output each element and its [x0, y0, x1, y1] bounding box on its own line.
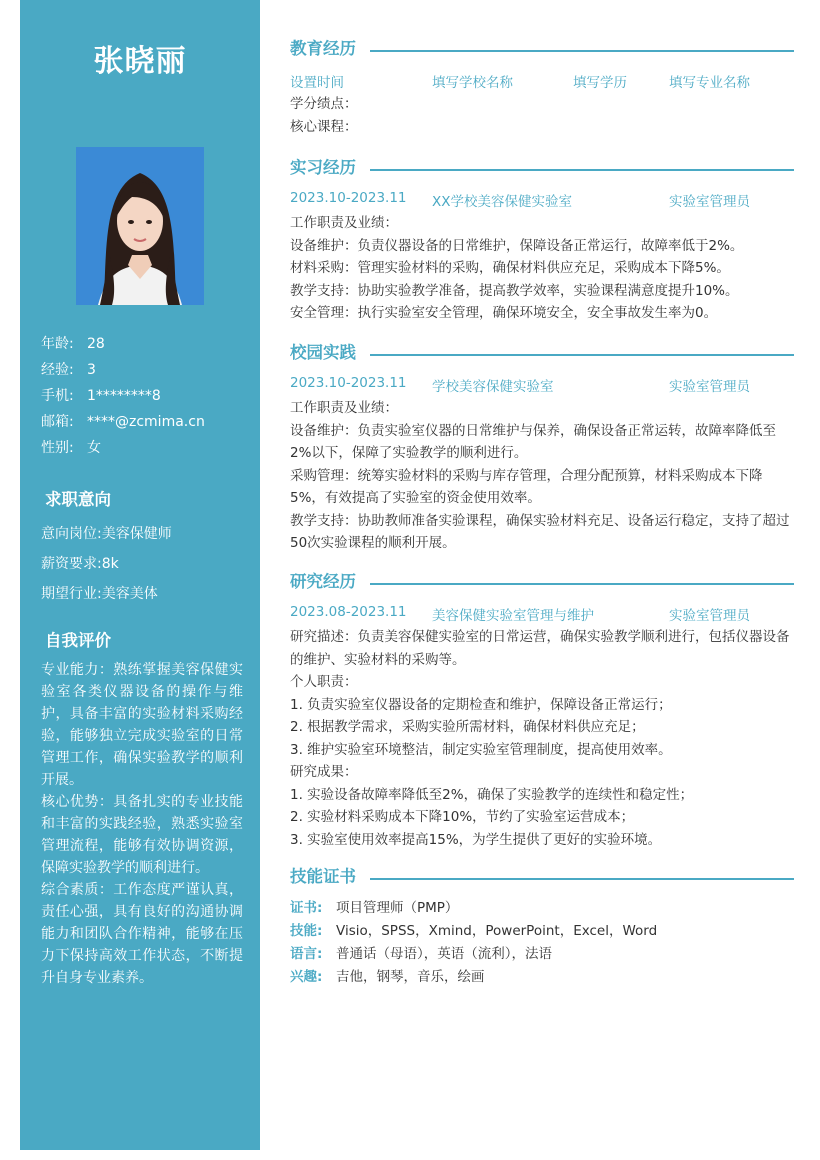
- section-title: 实习经历: [290, 156, 364, 180]
- info-value: 28: [87, 336, 105, 352]
- info-value: 1********8: [87, 388, 161, 404]
- edu-line: 学分绩点：: [290, 96, 358, 112]
- skill-label: 语言:: [290, 946, 323, 962]
- skill-row: [290, 966, 794, 989]
- campus-line: 教学支持：协助教师准备实验课程，确保实验材料充足、设备运行稳定，支持了超过50次实验课程的顺利开展。: [290, 512, 790, 551]
- info-label: 性别:: [41, 440, 74, 456]
- research-role: 实验室管理员: [669, 608, 750, 624]
- skills-list: [290, 897, 794, 989]
- research-line: 3. 维护实验室环境整洁，制定实验室管理制度，提高使用效率。: [290, 741, 672, 758]
- internship-header: [290, 190, 794, 210]
- skill-label: 证书:: [290, 900, 323, 916]
- candidate-name: 张晓丽: [93, 44, 187, 79]
- section-divider: [370, 878, 794, 880]
- self-eval-paragraph: 综合素质：工作态度严谨认真，责任心强，具有良好的沟通协调能力和团队合作精神，能够在压力下保持高效工作状态，不断提升自身专业素养。: [41, 882, 243, 986]
- edu-major: 填写专业名称: [669, 75, 750, 91]
- intern-line: 教学支持：协助实验教学准备，提高教学效率，实验课程满意度提升10%。: [290, 282, 739, 299]
- section-campus: [290, 341, 794, 365]
- section-divider: [370, 169, 794, 171]
- info-label: 年龄:: [41, 336, 74, 352]
- research-line: 1. 负责实验室仪器设备的定期检查和维护，保障设备正常运行；: [290, 696, 672, 713]
- section-research: [290, 570, 794, 594]
- research-line: 个人职责：: [290, 674, 358, 690]
- campus-header: [290, 375, 794, 395]
- edu-degree: 填写学历: [573, 75, 627, 91]
- edu-school: 填写学校名称: [432, 75, 513, 91]
- section-divider: [370, 354, 794, 356]
- intern-role: 实验室管理员: [669, 194, 750, 210]
- info-value: ****@zcmima.cn: [87, 414, 205, 430]
- research-org: 美容保健实验室管理与维护: [432, 608, 594, 624]
- skill-value: 项目管理师（PMP）: [336, 900, 459, 916]
- intent-title: 求职意向: [45, 490, 111, 509]
- intent-row: 期望行业:美容美体: [41, 586, 158, 602]
- section-title: 教育经历: [290, 37, 364, 61]
- profile-photo: [76, 147, 204, 305]
- edu-line: 核心课程：: [290, 118, 358, 135]
- campus-details: [290, 397, 794, 555]
- campus-line: 设备维护：负责实验室仪器的日常维护与保养，确保设备正常运转，故障率降低至2%以下，保障了实验教学的顺利进行。: [290, 422, 776, 461]
- skill-value: 普通话（母语），英语（流利），法语: [336, 946, 552, 962]
- sidebar: [20, 0, 260, 1150]
- section-skills: [290, 865, 794, 889]
- research-header: [290, 604, 794, 624]
- skill-label: 兴趣:: [290, 969, 323, 985]
- intern-time: 2023.10-2023.11: [290, 190, 407, 206]
- personal-info: [41, 334, 251, 464]
- education-details: [290, 93, 794, 138]
- info-row: [41, 334, 251, 360]
- research-line: 3. 实验室使用效率提高15%，为学生提供了更好的实验环境。: [290, 831, 662, 848]
- research-line: 2. 根据教学需求，采购实验所需材料，确保材料供应充足；: [290, 719, 645, 735]
- skill-label: 技能:: [290, 923, 323, 939]
- campus-role: 实验室管理员: [669, 379, 750, 395]
- skill-row: [290, 920, 794, 943]
- intern-line: 工作职责及业绩：: [290, 215, 398, 231]
- section-divider: [370, 583, 794, 585]
- research-line: 研究成果：: [290, 764, 358, 780]
- info-label: 邮箱:: [41, 414, 74, 430]
- section-education: [290, 37, 794, 61]
- self-eval-title: 自我评价: [45, 631, 111, 650]
- intern-line: 安全管理：执行实验室安全管理，确保环境安全，安全事故发生率为0。: [290, 305, 718, 321]
- intent-row: 意向岗位:美容保健师: [41, 526, 172, 542]
- info-label: 经验:: [41, 362, 74, 378]
- research-line: 2. 实验材料采购成本下降10%，节约了实验室运营成本；: [290, 809, 635, 825]
- campus-time: 2023.10-2023.11: [290, 375, 407, 391]
- info-value: 3: [87, 362, 96, 378]
- education-header: [290, 71, 794, 91]
- skill-row: [290, 943, 794, 966]
- intern-org: XX学校美容保健实验室: [432, 194, 572, 210]
- internship-details: [290, 212, 794, 325]
- intern-line: 材料采购：管理实验材料的采购，确保材料供应充足，采购成本下降5%。: [290, 260, 730, 276]
- research-details: [290, 626, 794, 851]
- section-internship: [290, 156, 794, 180]
- research-line: 研究描述：负责美容保健实验室的日常运营，确保实验教学顺利进行，包括仪器设备的维护、实验材料的采购等。: [290, 629, 790, 668]
- campus-line: 工作职责及业绩：: [290, 400, 398, 416]
- section-title: 校园实践: [290, 341, 364, 365]
- info-row: [41, 360, 251, 386]
- skill-row: [290, 897, 794, 920]
- campus-org: 学校美容保健实验室: [432, 379, 554, 395]
- info-value: 女: [87, 440, 101, 456]
- research-line: 1. 实验设备故障率降低至2%，确保了实验教学的连续性和稳定性；: [290, 786, 694, 803]
- intent-row: 薪资要求:8k: [41, 556, 119, 572]
- skill-value: Visio，SPSS，Xmind，PowerPoint，Excel，Word: [336, 923, 658, 939]
- self-eval-paragraph: 专业能力：熟练掌握美容保健实验室各类仪器设备的操作与维护，具备丰富的实验材料采购经验，能够独立完成实验室的日常管理工作，确保实验教学的顺利开展。: [41, 662, 243, 788]
- job-intent: [41, 524, 172, 614]
- campus-line: 采购管理：统筹实验材料的采购与库存管理，合理分配预算，材料采购成本下降5%，有效提高了实验室的资金使用效率。: [290, 467, 763, 506]
- skill-value: 吉他，钢琴，音乐，绘画: [336, 969, 485, 985]
- info-row: [41, 438, 251, 464]
- intern-line: 设备维护：负责仪器设备的日常维护，保障设备正常运行，故障率低于2%。: [290, 237, 744, 254]
- section-divider: [370, 50, 794, 52]
- info-row: [41, 412, 251, 438]
- info-row: [41, 386, 251, 412]
- research-time: 2023.08-2023.11: [290, 604, 407, 620]
- edu-time: 设置时间: [290, 75, 344, 91]
- info-label: 手机:: [41, 388, 74, 404]
- section-title: 技能证书: [290, 865, 364, 889]
- self-evaluation: [41, 659, 243, 989]
- self-eval-paragraph: 核心优势：具备扎实的专业技能和丰富的实践经验，熟悉实验室管理流程，能够有效协调资源，保障实验教学的顺利进行。: [41, 794, 243, 876]
- section-title: 研究经历: [290, 570, 364, 594]
